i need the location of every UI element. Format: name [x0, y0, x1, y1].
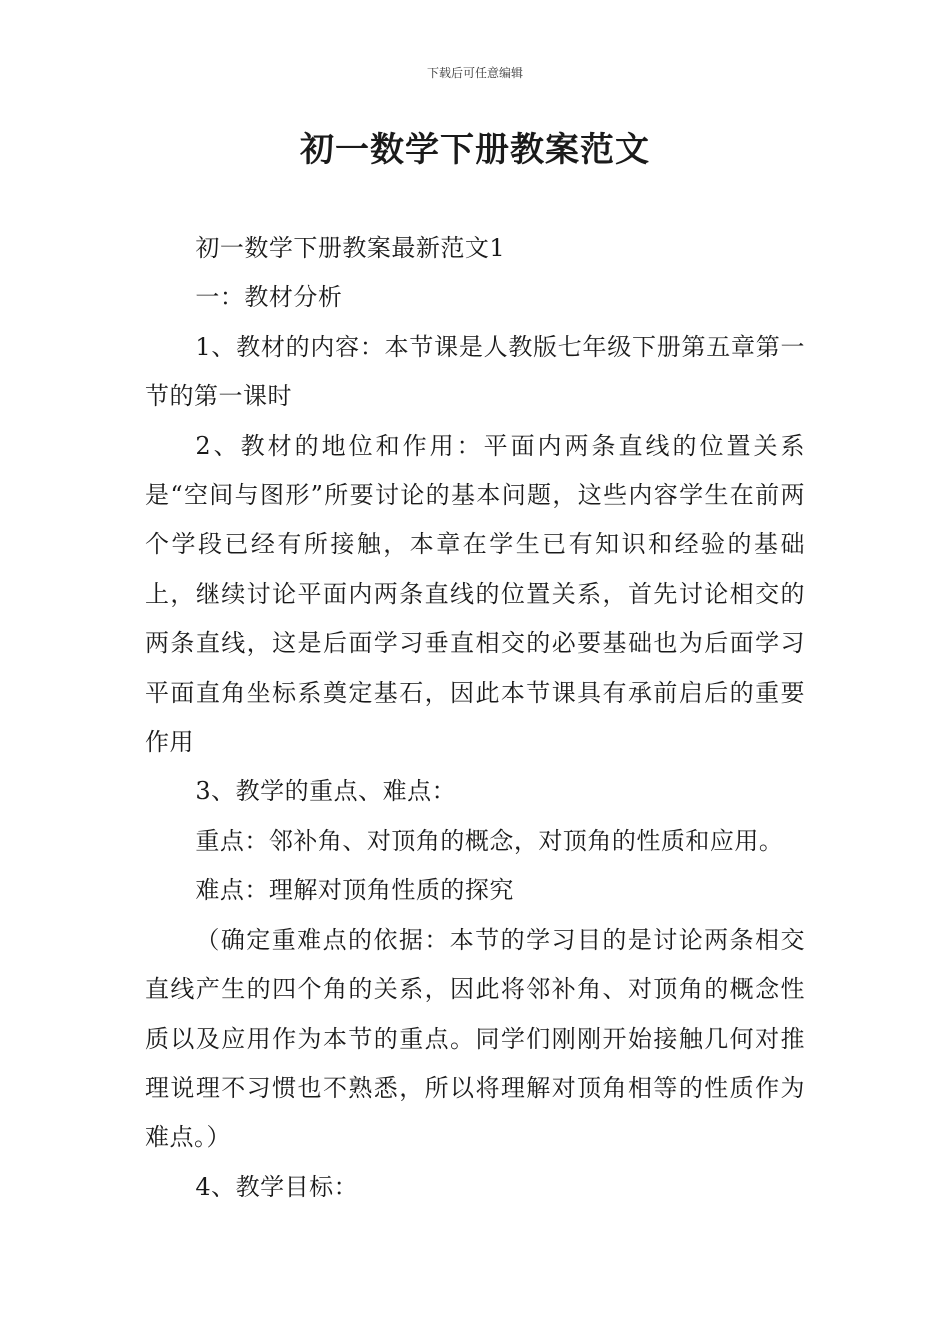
paragraph-difficulty: 难点：理解对顶角性质的探究 [195, 876, 514, 905]
paragraph-key-point: 重点：邻补角、对顶角的概念，对顶角的性质和应用。 [195, 826, 784, 855]
paragraph-rationale: （确定重难点的依据：本节的学习目的是讨论两条相交直线产生的四个角的关系，因此将邻补角、对顶角的概念性质以及应用作为本节的重点。同学们刚刚开始接触几何对推理说理不习惯也不熟悉，所以将理解对顶角相等的性质作为难点。） [145, 925, 805, 1152]
paragraph-section-heading: 一：教材分析 [195, 283, 343, 312]
paragraph-role: 2、教材的地位和作用：平面内两条直线的位置关系是“空间与图形”所要讨论的基本问题，这些内容学生在前两个学段已经有所接触，本章在学生已有知识和经验的基础上，继续讨论平面内两条直线的位置关系，首先讨论相交的两条直线，这是后面学习垂直相交的必要基础也为后面学习平面直角坐标系奠定基石，因此本节课具有承前启后的重要作用 [145, 431, 805, 757]
paragraph-subtitle: 初一数学下册教案最新范文1 [195, 234, 506, 262]
paragraph-key-points-heading: 3、教学的重点、难点： [195, 777, 457, 806]
document-title: 初一数学下册教案范文 [300, 130, 650, 170]
paragraph-objectives-heading: 4、教学目标： [195, 1172, 359, 1201]
document-body [145, 224, 805, 1212]
paragraph-content: 1、教材的内容：本节课是人教版七年级下册第五章第一节的第一课时 [145, 332, 805, 411]
header-note: 下载后可任意编辑 [426, 66, 523, 80]
